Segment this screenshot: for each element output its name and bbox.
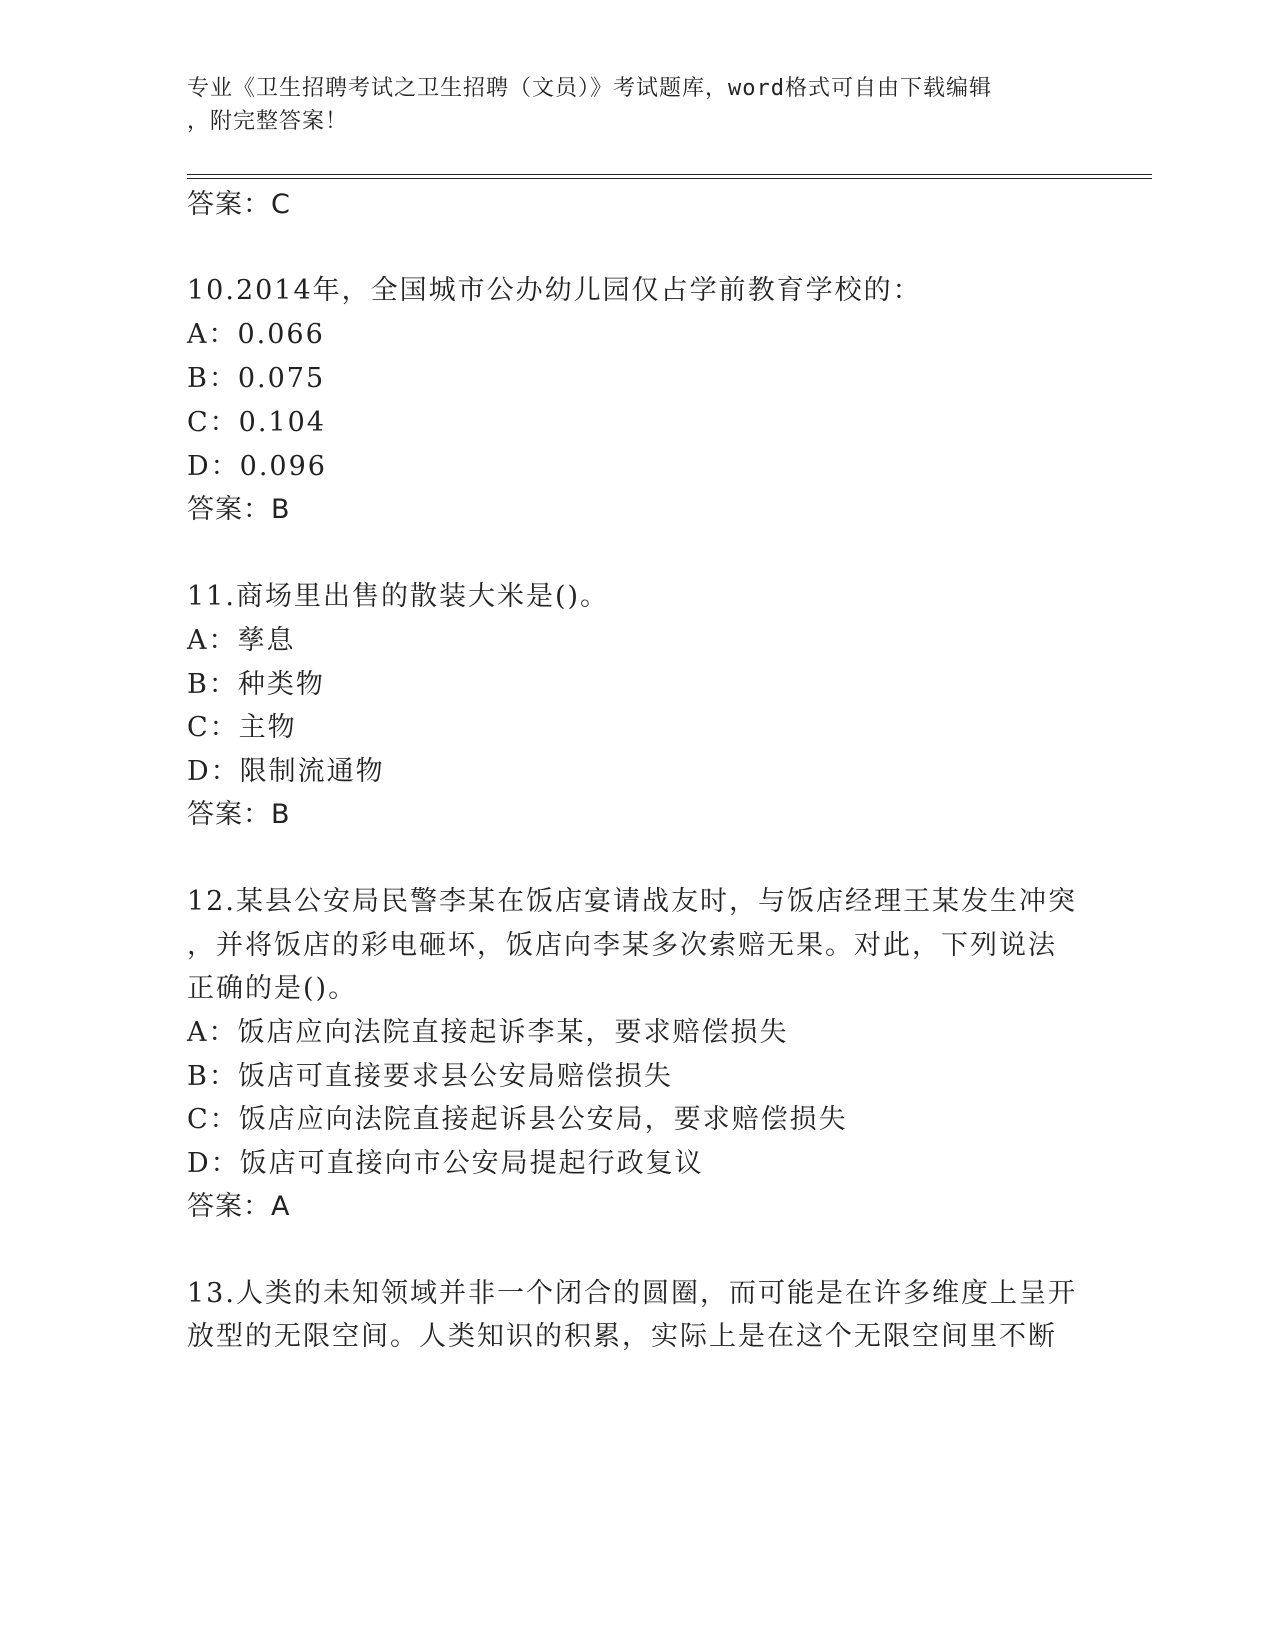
header-rule-top bbox=[187, 174, 1152, 175]
question-12-option-b: B：饭店可直接要求县公安局赔偿损失 bbox=[187, 1061, 673, 1092]
question-12-text-line-3: 正确的是()。 bbox=[187, 973, 358, 1004]
question-10-option-a: A：0.066 bbox=[187, 319, 325, 350]
question-11-option-b: B：种类物 bbox=[187, 669, 325, 700]
question-11-option-d: D：限制流通物 bbox=[187, 756, 385, 787]
question-13-text-line-2: 放型的无限空间。人类知识的积累，实际上是在这个无限空间里不断 bbox=[187, 1321, 1057, 1352]
question-13-text-line-1: 13.人类的未知领域并非一个闭合的圆圈，而可能是在许多维度上呈开 bbox=[187, 1278, 1077, 1309]
question-11-option-c: C：主物 bbox=[187, 712, 297, 743]
header-rule-bottom bbox=[187, 178, 1152, 179]
question-12-option-c: C：饭店应向法院直接起诉县公安局，要求赔偿损失 bbox=[187, 1104, 848, 1135]
question-12-text-line-2: ，并将饭店的彩电砸坏，饭店向李某多次索赔无果。对此，下列说法 bbox=[187, 930, 1057, 961]
question-11-option-a: A：孳息 bbox=[187, 625, 296, 656]
question-10-answer: 答案：B bbox=[187, 494, 291, 525]
document-header bbox=[187, 72, 1077, 138]
question-12-option-d: D：饭店可直接向市公安局提起行政复议 bbox=[187, 1148, 704, 1179]
question-10-option-d: D：0.096 bbox=[187, 451, 327, 482]
question-11-answer: 答案：B bbox=[187, 799, 291, 830]
header-line-2: ，附完整答案！ bbox=[187, 109, 349, 134]
question-10-text: 10.2014年，全国城市公办幼儿园仅占学前教育学校的： bbox=[187, 275, 922, 306]
question-10-option-b: B：0.075 bbox=[187, 363, 326, 394]
question-12-text-line-1: 12.某县公安局民警李某在饭店宴请战友时，与饭店经理王某发生冲突 bbox=[187, 886, 1077, 917]
header-line-1: 专业《卫生招聘考试之卫生招聘（文员）》考试题库，word格式可自由下载编辑 bbox=[187, 76, 992, 101]
answer-previous: 答案：C bbox=[187, 189, 291, 220]
question-12-option-a: A：饭店应向法院直接起诉李某，要求赔偿损失 bbox=[187, 1017, 789, 1048]
question-12-answer: 答案：A bbox=[187, 1191, 291, 1222]
question-11-text: 11.商场里出售的散装大米是()。 bbox=[187, 581, 610, 612]
question-10-option-c: C：0.104 bbox=[187, 407, 326, 438]
